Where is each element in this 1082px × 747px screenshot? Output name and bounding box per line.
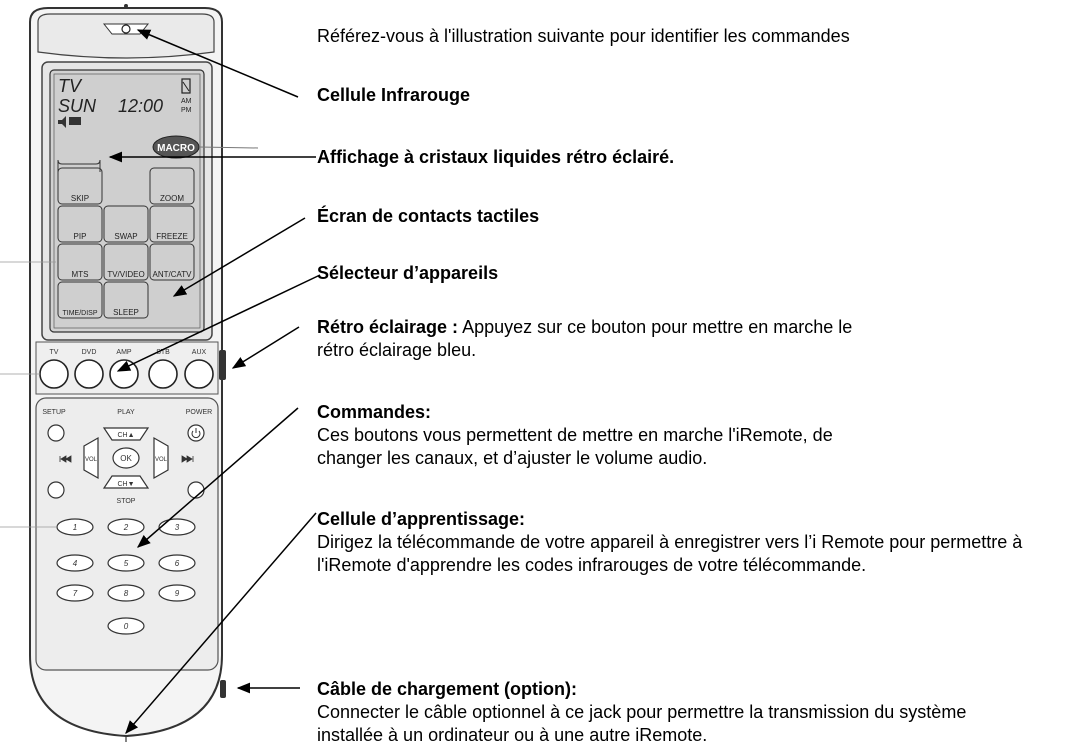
lcd-time: 12:00: [118, 96, 164, 116]
callout-backlight: [233, 327, 299, 368]
ch-down-label: CH▼: [117, 481, 135, 488]
digit-label: 9: [174, 589, 180, 598]
digit-label: 8: [123, 589, 129, 598]
label-device-selector: Sélecteur d’appareils: [317, 263, 499, 283]
label-touch-screen: Écran de contacts tactiles: [317, 206, 540, 226]
digit-label: 0: [123, 622, 129, 631]
macro-label: MACRO: [157, 143, 195, 154]
lcd-mode: TV: [58, 76, 82, 96]
touch-key-label: TV/VIDEO: [107, 270, 145, 279]
label-commands: [317, 401, 877, 470]
label-charging-title: Câble de chargement (option):: [317, 679, 578, 699]
label-charging-cable: [317, 678, 1077, 747]
digit-label: 5: [123, 559, 129, 568]
setup-button[interactable]: [48, 425, 64, 441]
power-label: POWER: [185, 409, 213, 416]
play-label: PLAY: [117, 409, 135, 416]
device-label: STB: [156, 349, 170, 356]
device-label: TV: [49, 349, 59, 356]
label-ir-cell: Cellule Infrarouge: [317, 85, 471, 105]
ir-cell-icon: [122, 25, 130, 33]
touch-key-label: SKIP: [70, 194, 90, 203]
touch-key-label: FREEZE: [156, 232, 188, 241]
device-button-tv[interactable]: [40, 360, 68, 388]
setup-label: SETUP: [42, 409, 66, 416]
device-button-dvd[interactable]: [75, 360, 103, 388]
digit-label: 6: [174, 559, 180, 568]
touch-key-label: SWAP: [114, 232, 138, 241]
lcd-day: SUN: [58, 96, 97, 116]
touch-key-label: ZOOM: [160, 194, 184, 203]
touch-key-label: MTS: [71, 270, 89, 279]
digit-label: 3: [174, 523, 180, 532]
digit-label: 1: [72, 523, 78, 532]
touch-key-label: ANT/CATV: [152, 270, 192, 279]
touch-key-label: PIP: [73, 232, 87, 241]
device-label: DVD: [81, 349, 97, 356]
stop-label: STOP: [116, 498, 136, 505]
backlight-button[interactable]: [219, 350, 226, 380]
lcd-am: AM: [181, 98, 192, 105]
touch-key-label: SLEEP: [113, 308, 139, 317]
info-button[interactable]: [48, 482, 64, 498]
label-commands-desc: Ces boutons vous permettent de mettre en marche l'iRemote, de changer les canaux, et d’ajuster le volume audio.: [317, 425, 833, 468]
label-backlight-title: Rétro éclairage :: [317, 317, 459, 337]
device-label: AUX: [191, 349, 207, 356]
label-backlight: [317, 316, 857, 362]
device-button-aux[interactable]: [185, 360, 213, 388]
digit-label: 4: [72, 559, 78, 568]
label-charging-desc: Connecter le câble optionnel à ce jack pour permettre la transmission du système installée à un ordinateur ou à une autre iRemote.: [317, 702, 967, 745]
mute-button[interactable]: [188, 482, 204, 498]
label-commands-title: Commandes:: [317, 402, 432, 422]
label-learning-cell: [317, 508, 1077, 577]
touch-key-label: TIME/DISP: [62, 310, 98, 317]
label-backlight-desc: Appuyez sur ce bouton pour mettre en marche le rétro éclairage bleu.: [317, 317, 853, 360]
vol-right-label: VOL: [154, 457, 168, 463]
label-lcd: Affichage à cristaux liquides rétro éclairé.: [317, 147, 675, 167]
ok-label: OK: [120, 454, 132, 463]
device-label: AMP: [116, 349, 132, 356]
digit-label: 2: [123, 523, 129, 532]
label-learning-title: Cellule d’apprentissage:: [317, 509, 526, 529]
vol-left-label: VOL: [84, 457, 98, 463]
charging-jack: [220, 680, 226, 698]
intro-text: Référez-vous à l'illustration suivante pour identifier les commandes: [317, 26, 850, 46]
digit-label: 7: [72, 589, 78, 598]
lcd-pm: PM: [181, 107, 192, 114]
label-learning-desc: Dirigez la télécommande de votre appareil à enregistrer vers l’i Remote pour permettre à l'iRemote d'apprendre les codes infrarouges de votre télécommande.: [317, 532, 1023, 575]
device-button-stb[interactable]: [149, 360, 177, 388]
ch-up-label: CH▲: [117, 432, 135, 439]
